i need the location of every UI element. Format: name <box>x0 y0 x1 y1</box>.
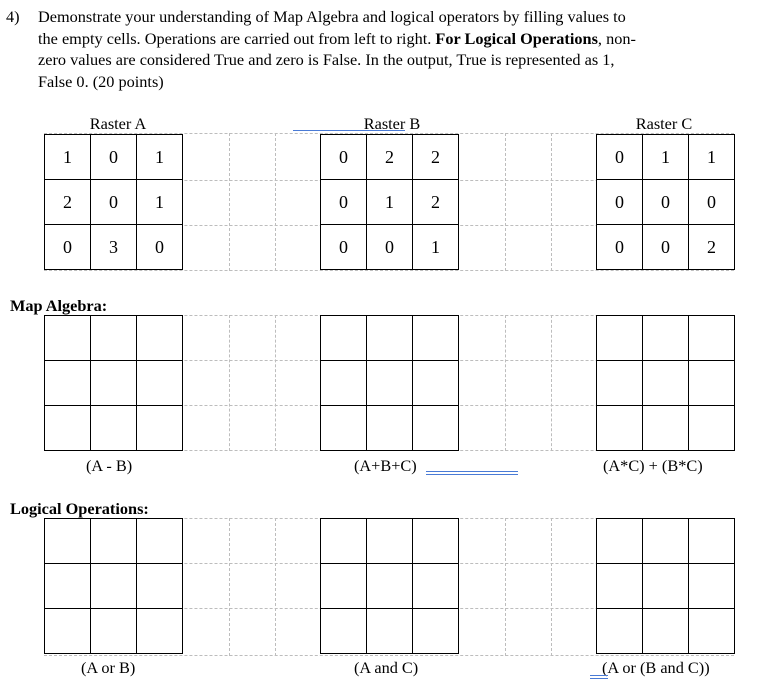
logical-operations-heading: Logical Operations: <box>10 499 149 518</box>
spellcheck-underline <box>426 474 518 475</box>
answer-cell[interactable] <box>413 406 459 451</box>
raster-c-cell: 0 <box>643 180 689 225</box>
raster-b-grid <box>320 134 459 270</box>
gridline <box>44 655 734 656</box>
answer-cell[interactable] <box>321 519 367 564</box>
raster-c-grid <box>596 134 735 270</box>
spellcheck-underline <box>590 675 608 676</box>
raster-a-cell: 0 <box>137 225 183 270</box>
answer-cell[interactable] <box>137 564 183 609</box>
answer-cell[interactable] <box>321 609 367 654</box>
answer-cell[interactable] <box>91 519 137 564</box>
gridline <box>505 315 506 451</box>
gridline <box>505 518 506 656</box>
question-line: the empty cells. Operations are carried out from left to right. <box>38 28 436 48</box>
question-line: False 0. (20 points) <box>38 71 164 91</box>
answer-cell[interactable] <box>91 316 137 361</box>
logical-answer-grid-1 <box>44 518 183 654</box>
raster-b-title: Raster B <box>363 114 421 133</box>
answer-cell[interactable] <box>137 609 183 654</box>
question-text <box>6 6 746 92</box>
answer-cell[interactable] <box>321 361 367 406</box>
answer-cell[interactable] <box>643 406 689 451</box>
raster-c-cell: 1 <box>689 135 735 180</box>
raster-c-cell: 0 <box>597 180 643 225</box>
raster-c-cell: 2 <box>689 225 735 270</box>
map-algebra-expression: (A*C) + (B*C) <box>603 456 703 475</box>
answer-cell[interactable] <box>45 406 91 451</box>
answer-cell[interactable] <box>597 519 643 564</box>
map-algebra-expression: (A+B+C) <box>354 456 417 475</box>
answer-cell[interactable] <box>91 361 137 406</box>
answer-cell[interactable] <box>643 316 689 361</box>
answer-cell[interactable] <box>45 316 91 361</box>
answer-cell[interactable] <box>137 519 183 564</box>
answer-cell[interactable] <box>321 406 367 451</box>
raster-c-title: Raster C <box>635 114 693 133</box>
raster-a-cell: 1 <box>45 135 91 180</box>
answer-cell[interactable] <box>45 609 91 654</box>
logical-expression: (A and C) <box>354 658 419 677</box>
spellcheck-underline <box>426 471 518 472</box>
gridline <box>505 133 506 271</box>
answer-cell[interactable] <box>413 316 459 361</box>
map-algebra-expression: (A - B) <box>86 456 133 475</box>
answer-cell[interactable] <box>321 316 367 361</box>
answer-cell[interactable] <box>367 564 413 609</box>
answer-cell[interactable] <box>597 564 643 609</box>
raster-b-cell: 2 <box>413 135 459 180</box>
logical-answer-grid-2 <box>320 518 459 654</box>
gridline <box>275 518 276 656</box>
raster-a-cell: 0 <box>91 180 137 225</box>
raster-b-cell: 0 <box>321 225 367 270</box>
answer-cell[interactable] <box>597 361 643 406</box>
raster-a-cell: 3 <box>91 225 137 270</box>
raster-b-cell: 1 <box>367 180 413 225</box>
gridline <box>229 133 230 271</box>
answer-cell[interactable] <box>689 361 735 406</box>
raster-b-cell: 0 <box>321 135 367 180</box>
answer-cell[interactable] <box>643 519 689 564</box>
answer-cell[interactable] <box>45 564 91 609</box>
gridline <box>229 315 230 451</box>
answer-cell[interactable] <box>413 519 459 564</box>
logical-expression: (A or B) <box>81 658 136 677</box>
raster-a-title: Raster A <box>89 114 147 133</box>
answer-cell[interactable] <box>137 316 183 361</box>
question-line: Demonstrate your understanding of Map Algebra and logical operators by filling values to <box>38 7 626 26</box>
gridline <box>551 518 552 656</box>
answer-cell[interactable] <box>643 564 689 609</box>
gridline <box>551 315 552 451</box>
raster-b-cell: 0 <box>367 225 413 270</box>
answer-cell[interactable] <box>91 609 137 654</box>
gridline <box>275 315 276 451</box>
raster-a-cell: 0 <box>45 225 91 270</box>
answer-cell[interactable] <box>689 609 735 654</box>
raster-c-cell: 0 <box>643 225 689 270</box>
map-algebra-answer-grid-2 <box>320 315 459 451</box>
answer-cell[interactable] <box>367 316 413 361</box>
answer-cell[interactable] <box>643 609 689 654</box>
answer-cell[interactable] <box>367 361 413 406</box>
question-number: 4) <box>6 7 20 26</box>
raster-c-cell: 0 <box>597 135 643 180</box>
answer-cell[interactable] <box>91 564 137 609</box>
gridline <box>275 133 276 271</box>
answer-cell[interactable] <box>321 564 367 609</box>
answer-cell[interactable] <box>689 564 735 609</box>
question-line: zero values are considered True and zero is False. In the output, True is represented as 1, <box>38 50 615 69</box>
answer-cell[interactable] <box>367 609 413 654</box>
answer-cell[interactable] <box>367 406 413 451</box>
raster-b-cell: 2 <box>367 135 413 180</box>
spellcheck-underline <box>293 130 405 131</box>
answer-cell[interactable] <box>137 406 183 451</box>
map-algebra-heading: Map Algebra: <box>10 296 108 315</box>
gridline <box>551 133 552 271</box>
raster-a-cell: 1 <box>137 135 183 180</box>
answer-cell[interactable] <box>137 361 183 406</box>
question-line: , non- <box>597 28 636 48</box>
raster-a-cell: 1 <box>137 180 183 225</box>
answer-cell[interactable] <box>91 406 137 451</box>
map-algebra-answer-grid-1 <box>44 315 183 451</box>
answer-cell[interactable] <box>643 361 689 406</box>
gridline <box>229 518 230 656</box>
answer-cell[interactable] <box>597 406 643 451</box>
answer-cell[interactable] <box>597 609 643 654</box>
answer-cell[interactable] <box>413 361 459 406</box>
raster-b-cell: 2 <box>413 180 459 225</box>
raster-c-cell: 0 <box>689 180 735 225</box>
answer-cell[interactable] <box>45 519 91 564</box>
answer-cell[interactable] <box>597 316 643 361</box>
raster-b-cell: 1 <box>413 225 459 270</box>
map-algebra-answer-grid-3 <box>596 315 735 451</box>
answer-cell[interactable] <box>413 564 459 609</box>
spellcheck-underline <box>590 678 608 679</box>
logical-expression: (A or (B and C)) <box>602 658 710 677</box>
raster-b-cell: 0 <box>321 180 367 225</box>
raster-a-cell: 2 <box>45 180 91 225</box>
answer-cell[interactable] <box>45 361 91 406</box>
raster-c-cell: 0 <box>597 225 643 270</box>
question-bold-phrase: For Logical Operations <box>435 28 598 48</box>
gridline <box>44 270 734 271</box>
raster-a-grid <box>44 134 183 270</box>
raster-a-cell: 0 <box>91 135 137 180</box>
logical-answer-grid-3 <box>596 518 735 654</box>
answer-cell[interactable] <box>689 406 735 451</box>
answer-cell[interactable] <box>689 316 735 361</box>
answer-cell[interactable] <box>367 519 413 564</box>
answer-cell[interactable] <box>689 519 735 564</box>
answer-cell[interactable] <box>413 609 459 654</box>
raster-c-cell: 1 <box>643 135 689 180</box>
